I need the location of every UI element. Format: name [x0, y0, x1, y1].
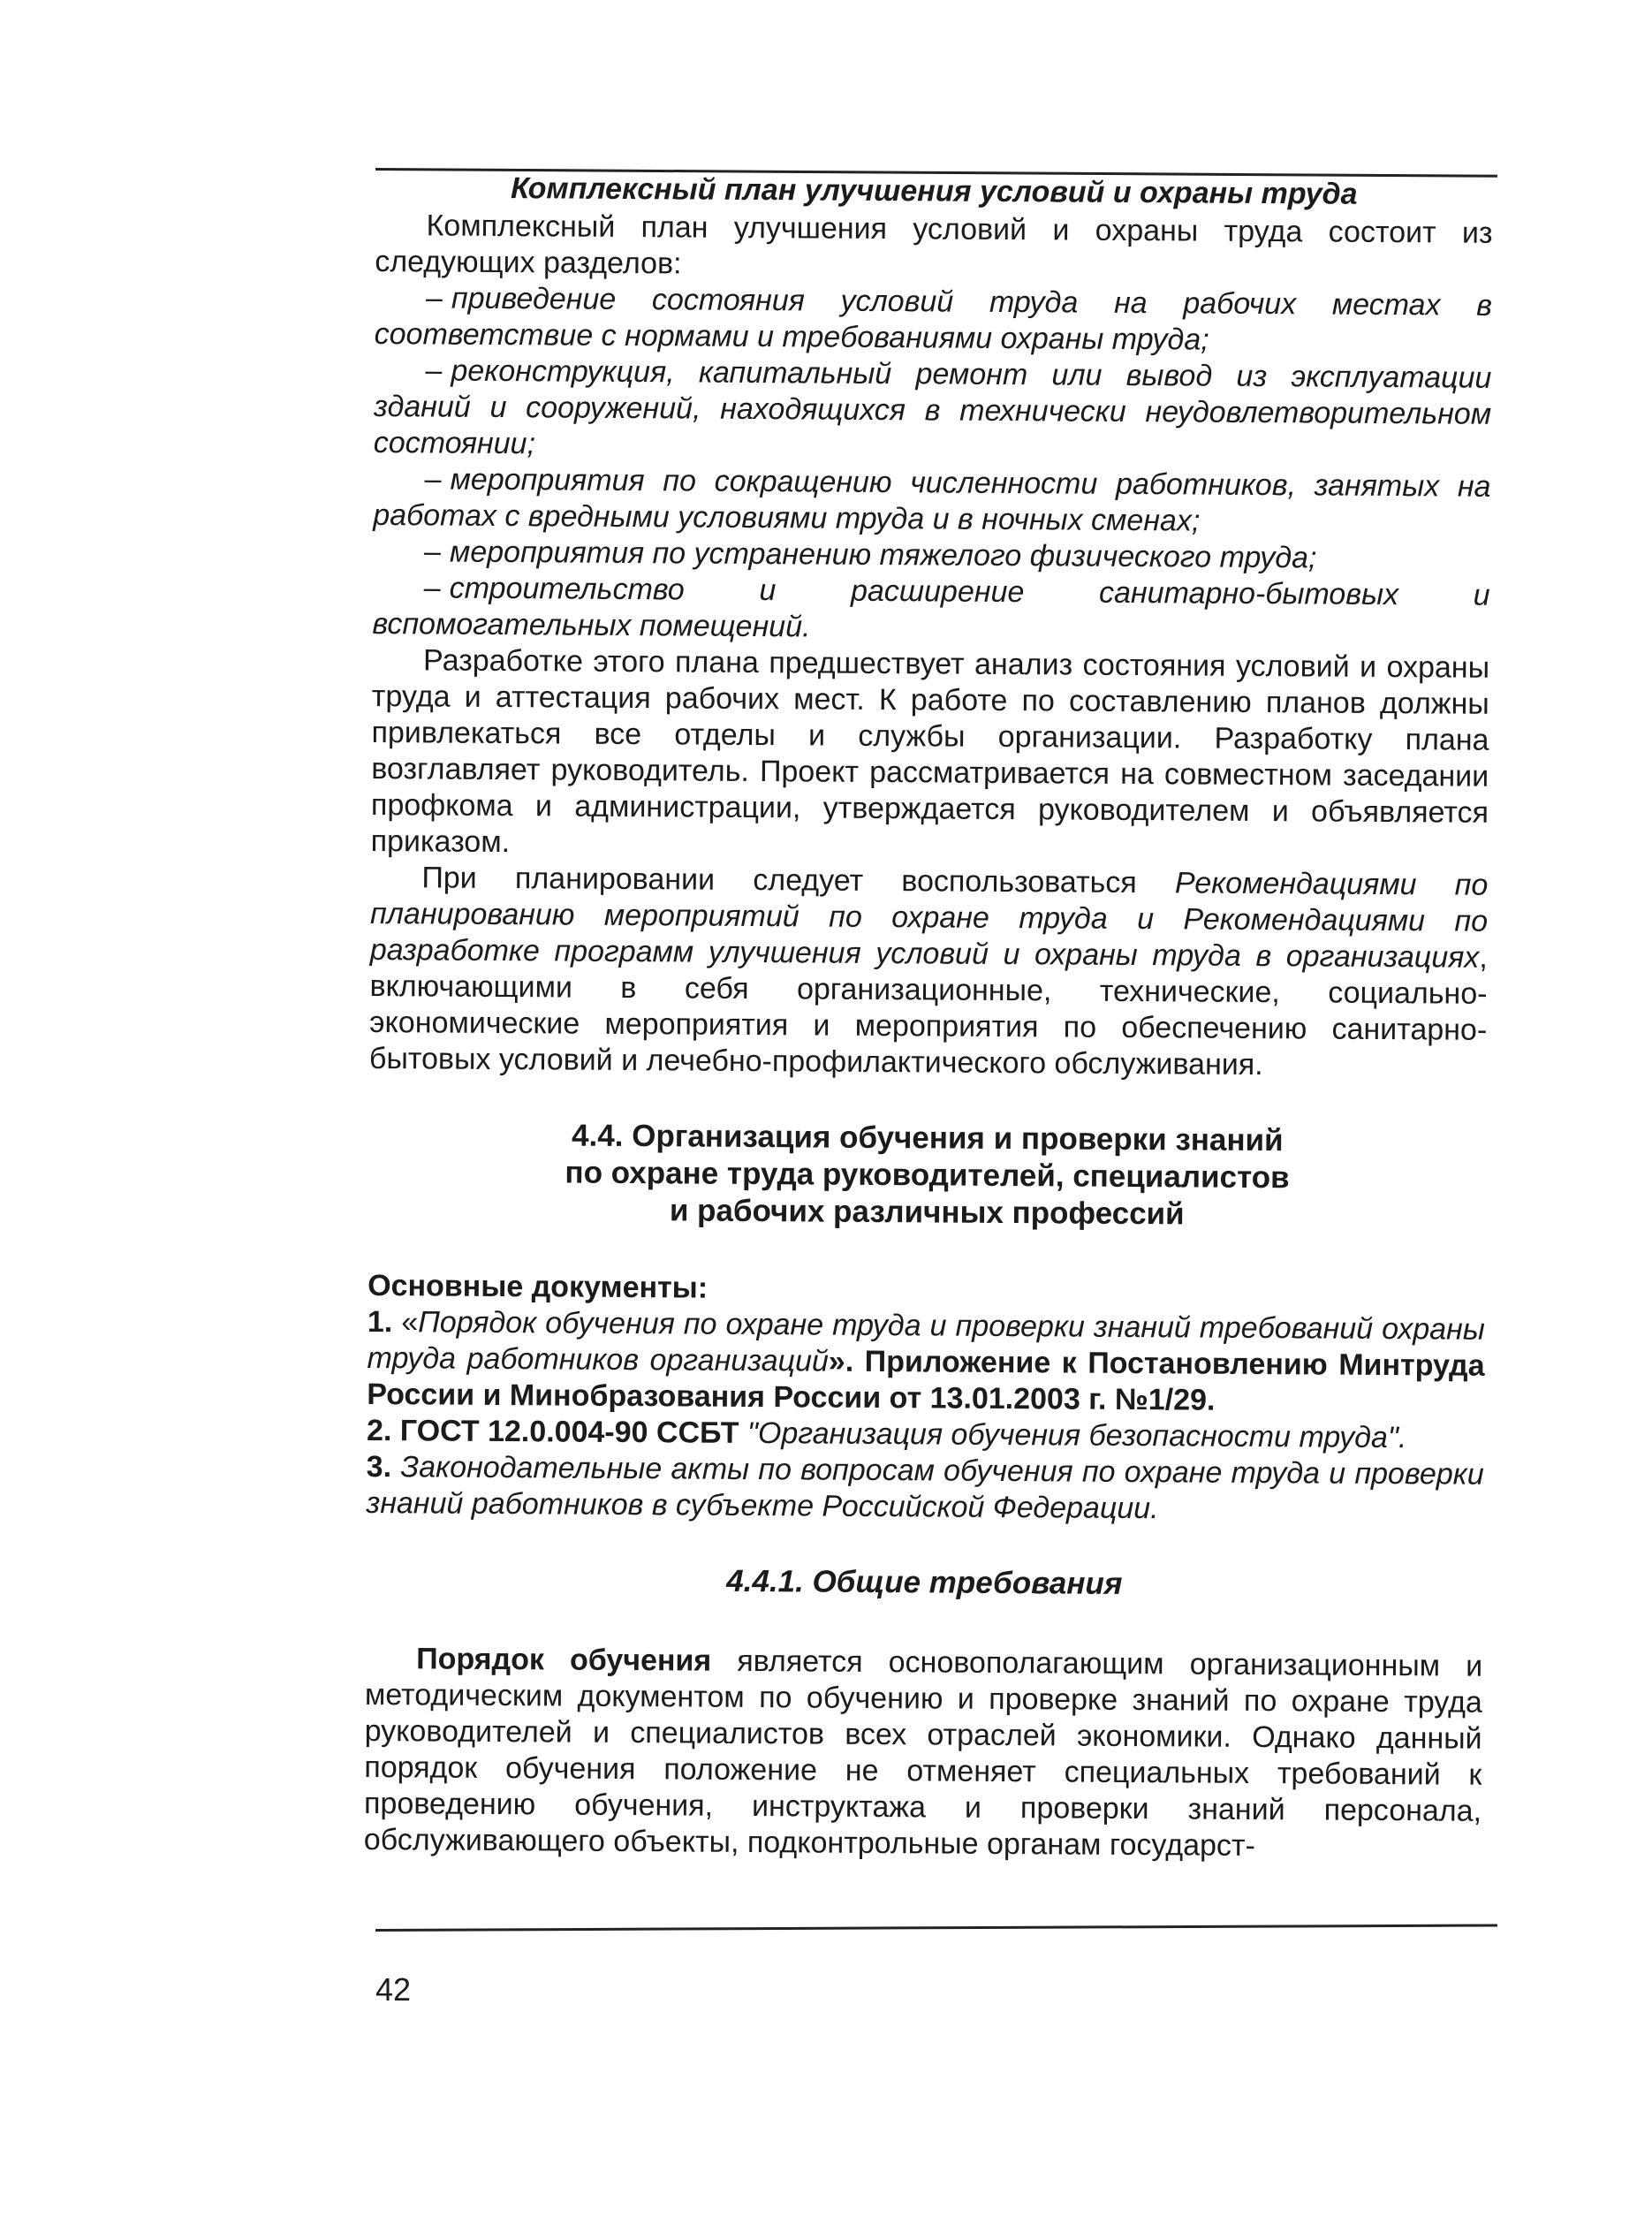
list-item-text: реконструкция, капитальный ремонт или вывод из эксплуатации зданий и сооружений, находящихся в технически неудовлетворительном состоянии; [373, 353, 1492, 461]
planning-reference-two: Рекомендациями по разработке программ улучшения условий и охраны труда в организациях [369, 902, 1489, 975]
list-dash: – [424, 462, 442, 497]
page-number: 42 [375, 1971, 412, 2008]
section-title [368, 1116, 1487, 1235]
running-head: Комплексный план улучшения условий и охраны труда [511, 171, 1358, 211]
list-dash: – [425, 353, 443, 388]
planning-tail: , включающими в себя организационные, технические, социально-экономические мероприятия и мероприятия по обеспечению санитарно-бытовых условий и лечебно-профилактического обслуживания. [368, 940, 1488, 1082]
document-number: 2. [366, 1413, 400, 1448]
list-item [374, 353, 1492, 469]
list-dash: – [423, 535, 442, 569]
section-title-line: по охране труда руководителей, специалистов [565, 1155, 1290, 1196]
planning-paragraph [369, 860, 1489, 1085]
section-title-line: и рабочих различных профессий [669, 1193, 1185, 1232]
list-item-text: мероприятия по сокращению численности работников, занятых на работах с вредными условиями труда и в ночных сменах; [373, 462, 1491, 538]
page-content [364, 170, 1493, 1866]
document-quote-close: ». [828, 1344, 865, 1378]
list-item-text: мероприятия по устранению тяжелого физического труда; [449, 535, 1317, 575]
development-paragraph: Разработке этого плана предшествует анализ состояния условий и охраны труда и аттестация рабочих мест. К работе по составлению планов должны привлекаться все отделы и службы организации. Разработку плана возглавляет руководитель. Проект рассматривается на совместном заседании профкома и администрации, утверждается руководителем и объявляется приказом. [370, 643, 1490, 860]
document-code: ГОСТ 12.0.004-90 ССБТ [399, 1414, 748, 1450]
document-item-3 [366, 1449, 1484, 1530]
list-item-text: приведение состояния условий труда на рабочих местах в соответствие с нормами и требованиями охраны труда; [374, 281, 1493, 357]
document-title: "Организация обучения безопасности труда". [746, 1416, 1407, 1455]
sections-list [372, 280, 1492, 650]
intro-paragraph: Комплексный план улучшения условий и охраны труда состоит из следующих разделов: [375, 209, 1493, 281]
procedure-paragraph [364, 1641, 1483, 1866]
document-number: 3. [366, 1449, 401, 1484]
document-title: Порядок обучения по охране труда и проверки знаний требований охраны труда работников организаций [367, 1305, 1485, 1378]
document-item-1 [367, 1304, 1485, 1421]
procedure-lead: Порядок обучения [416, 1642, 712, 1678]
document-quote-open: « [401, 1305, 419, 1340]
list-item [372, 570, 1490, 650]
footer-rule [375, 1924, 1497, 1932]
planning-lead: При планировании следует воспользоваться [421, 861, 1176, 900]
document-number: 1. [367, 1304, 402, 1340]
planning-conjunction: и [1107, 901, 1184, 937]
document-appendix: Приложение к Постановлению Минтруда России и Минобразования России от 13.01.2003 г. №1/29. [367, 1344, 1485, 1417]
documents-heading: Основные документы: [368, 1268, 709, 1305]
list-dash: – [425, 281, 443, 315]
planning-reference-one: Рекомендациями по планированию мероприятий по охране труда [369, 866, 1489, 936]
list-item-text: строительство и расширение санитарно-бытовых и вспомогательных помещений. [372, 571, 1490, 644]
section-title-line: 4.4. Организация обучения и проверки знаний [571, 1118, 1284, 1158]
subsection-title: 4.4.1. Общие требования [726, 1563, 1123, 1601]
list-item [375, 280, 1493, 361]
document-title: Законодательные акты по вопросам обучения по охране труда и проверки знаний работников в субъекте Российской Федерации. [366, 1450, 1484, 1526]
procedure-text: является основополагающим организационным и методическим документом по обучению и проверке знаний по охране труда руководителей и специалистов всех отраслей экономики. Однако данный порядок обучения положение не отменяет специальных требований к проведению обучения, инструктажа и проверки знаний персонала, обслуживающего объекты, подконтрольные органам государст- [363, 1644, 1483, 1863]
list-item [373, 461, 1491, 542]
list-dash: – [423, 571, 441, 605]
